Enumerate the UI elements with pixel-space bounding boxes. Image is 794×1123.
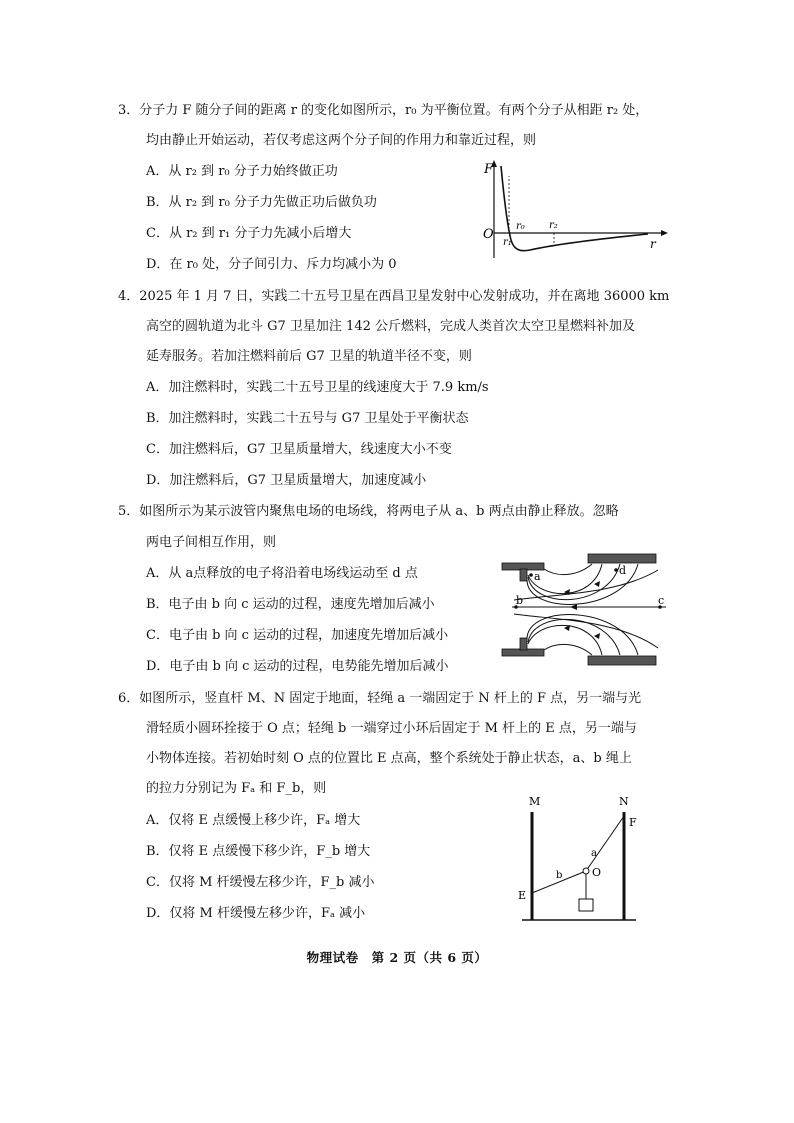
q3-r2-label: r₂	[549, 220, 558, 231]
q4-stem-line3: 延寿服务。若加注燃料前后 G7 卫星的轨道半径不变，则	[146, 349, 472, 364]
q3-origin-label: O	[483, 227, 494, 242]
q6-stem-line3: 小物体连接。若初始时刻 O 点的位置比 E 点高，整个系统处于静止状态，a、b 绳上	[146, 751, 632, 766]
q6-rope-a-label: a	[591, 848, 597, 859]
q6-point-e-label: E	[518, 889, 527, 902]
q3-option-b[interactable]: B．从 r₂ 到 r₀ 分子力先做正功后做负功	[146, 195, 377, 210]
q3-molecular-force-graph	[478, 158, 668, 264]
q4-stem-line2: 高空的圆轨道为北斗 G7 卫星加注 142 公斤燃料，完成人类首次太空卫星燃料补加及	[146, 319, 635, 334]
q3-stem-line1: 3．分子力 F 随分子间的距离 r 的变化如图所示，r₀ 为平衡位置。有两个分子从相距 r₂ 处，	[118, 103, 649, 118]
q6-stem-line4: 的拉力分别记为 Fₐ 和 F_b，则	[146, 781, 327, 796]
q6-point-o-label: O	[592, 866, 602, 879]
q3-r1-label: r₁	[503, 237, 512, 248]
q4-option-d[interactable]: D．加注燃料后，G7 卫星质量增大，加速度减小	[146, 473, 427, 488]
q6-stem-line2: 滑轻质小圆环拴接于 O 点；轻绳 b 一端穿过小环后固定于 M 杆上的 E 点，另一端与	[146, 721, 637, 736]
q6-option-b[interactable]: B．仅将 E 点缓慢下移少许，F_b 增大	[146, 844, 371, 859]
q4-stem-line1: 4．2025 年 1 月 7 日，实践二十五号卫星在西昌卫星发射中心发射成功，并在离地 36000 km	[118, 289, 670, 304]
q6-pole-n-label: N	[619, 795, 629, 808]
q3-stem-line2: 均由静止开始运动，若仅考虑这两个分子间的作用力和靠近过程，则	[146, 133, 537, 148]
q5-option-b[interactable]: B．电子由 b 向 c 运动的过程，速度先增加后减小	[146, 597, 435, 612]
q6-stem-line1: 6．如图所示，竖直杆 M、N 固定于地面，轻绳 a 一端固定于 N 杆上的 F 点，另一端与光	[118, 691, 642, 706]
q3-axis-r-label: r	[650, 237, 656, 251]
q5-electric-field-diagram	[498, 548, 674, 670]
q3-axis-f-label: F	[484, 162, 494, 177]
q3-option-d[interactable]: D．在 r₀ 处，分子间引力、斥力均减小为 0	[146, 257, 397, 272]
q5-point-b-label: b	[516, 594, 524, 607]
q4-option-a[interactable]: A．加注燃料时，实践二十五号卫星的线速度大于 7.9 km/s	[146, 380, 489, 395]
q5-option-c[interactable]: C．电子由 b 向 c 运动的过程，加速度先增加后减小	[146, 628, 449, 643]
q4-option-b[interactable]: B．加注燃料时，实践二十五号与 G7 卫星处于平衡状态	[146, 411, 469, 426]
q5-stem-line1: 5．如图所示为某示波管内聚焦电场的电场线，将两电子从 a、b 两点由静止释放。忽略	[118, 504, 619, 519]
q5-option-d[interactable]: D．电子由 b 向 c 运动的过程，电势能先增加后减小	[146, 659, 449, 674]
q6-rope-pole-diagram	[512, 792, 652, 928]
q3-option-c[interactable]: C．从 r₂ 到 r₁ 分子力先减小后增大	[146, 226, 352, 241]
q6-option-c[interactable]: C．仅将 M 杆缓慢左移少许，F_b 减小	[146, 875, 375, 890]
q6-option-d[interactable]: D．仅将 M 杆缓慢左移少许，Fₐ 减小	[146, 906, 366, 921]
q6-option-a[interactable]: A．仅将 E 点缓慢上移少许，Fₐ 增大	[146, 813, 361, 828]
q6-pole-m-label: M	[529, 795, 541, 808]
q5-point-c-label: c	[658, 594, 665, 607]
q6-rope-b-label: b	[556, 870, 563, 881]
q4-option-c[interactable]: C．加注燃料后，G7 卫星质量增大，线速度大小不变	[146, 442, 452, 457]
q5-stem-line2: 两电子间相互作用，则	[146, 535, 277, 550]
q5-option-a[interactable]: A．从 a点释放的电子将沿着电场线运动至 d 点	[146, 566, 418, 581]
q6-point-f-label: F	[629, 816, 637, 829]
q5-point-d-label: d	[619, 564, 627, 577]
q5-point-a-label: a	[534, 570, 541, 583]
q3-r0-label: r₀	[516, 221, 525, 232]
q3-option-a[interactable]: A．从 r₂ 到 r₀ 分子力始终做正功	[146, 164, 338, 179]
page-footer: 物理试卷 第 2 页（共 6 页）	[306, 950, 488, 965]
